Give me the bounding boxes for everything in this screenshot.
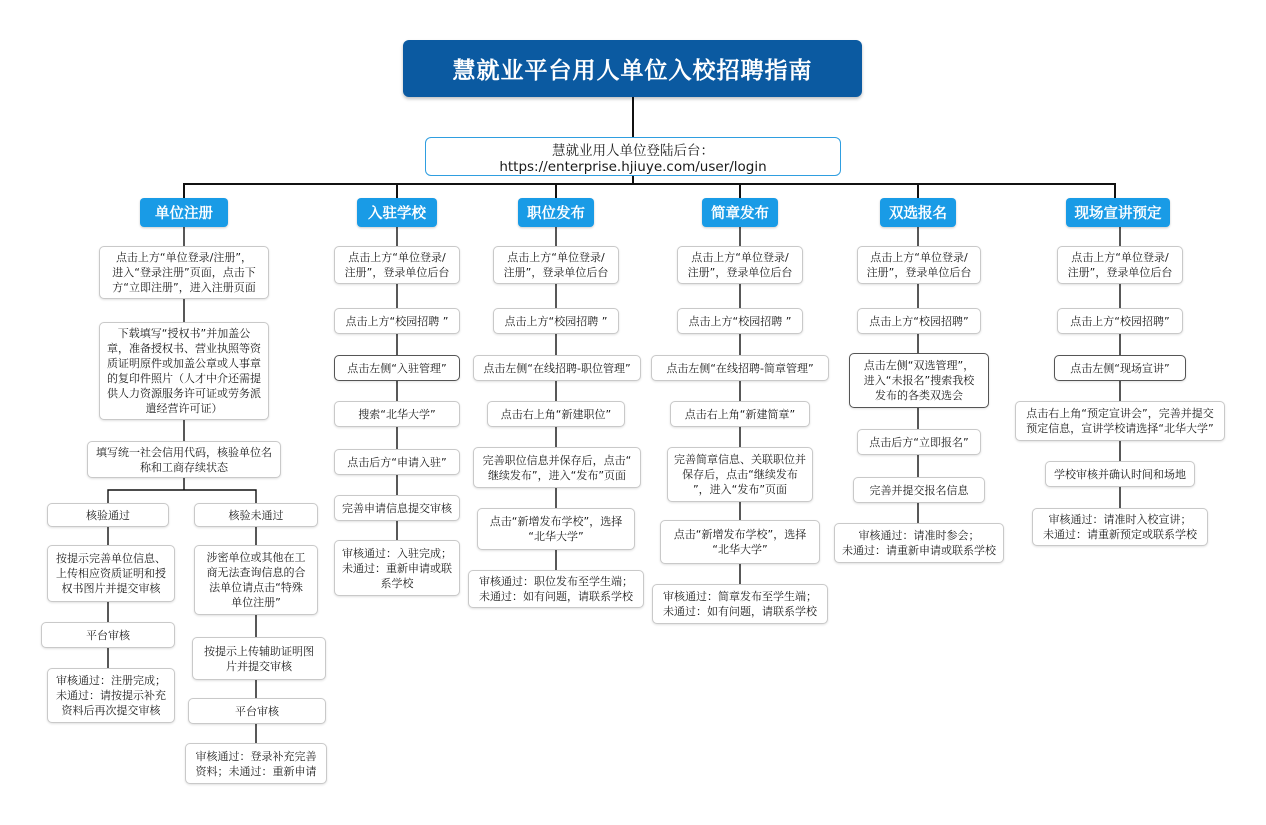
brochure-posting-step-1: 点击上方“单位登录/ 注册”，登录单位后台 bbox=[677, 246, 803, 284]
campus-talk-step-4: 点击右上角“预定宣讲会”，完善并提交 预定信息，宣讲学校请选择“北华大学” bbox=[1015, 401, 1225, 441]
branch-failed-step-4: 审核通过：登录补充完善 资料；未通过：重新申请 bbox=[185, 743, 327, 784]
job-fair-step-1: 点击上方“单位登录/ 注册”，登录单位后台 bbox=[857, 246, 981, 284]
column-header-registration: 单位注册 bbox=[140, 198, 228, 227]
school-entry-step-3: 点击左侧“入驻管理” bbox=[334, 355, 460, 381]
registration-step-2: 下载填写“授权书”并加盖公 章，准备授权书、营业执照等资 质证明原件或加盖公章或人事章 的复印件照片（人才中介还需提 供人力资源服务许可证或劳务派 遣经营许可证） bbox=[99, 322, 269, 420]
brochure-posting-step-2: 点击上方“校园招聘 ” bbox=[677, 308, 803, 334]
job-fair-step-3: 点击左侧“双选管理”， 进入“未报名”搜索我校 发布的各类双选会 bbox=[849, 353, 989, 408]
brochure-posting-step-6: 点击“新增发布学校”，选择 “北华大学” bbox=[660, 520, 820, 564]
branch-failed-label: 核验未通过 bbox=[194, 503, 318, 527]
job-fair-step-5: 完善并提交报名信息 bbox=[853, 477, 985, 503]
branch-failed-step-2: 按提示上传辅助证明图 片并提交审核 bbox=[192, 637, 326, 680]
brochure-posting-step-4: 点击右上角“新建简章” bbox=[670, 401, 810, 427]
column-header-job-fair-signup: 双选报名 bbox=[880, 198, 956, 227]
school-entry-step-1: 点击上方“单位登录/ 注册”，登录单位后台 bbox=[334, 246, 460, 284]
school-entry-step-4: 搜索“北华大学” bbox=[334, 401, 460, 427]
job-fair-step-6: 审核通过：请准时参会； 未通过：请重新申请或联系学校 bbox=[834, 523, 1004, 563]
job-fair-step-4: 点击后方“立即报名” bbox=[857, 429, 981, 455]
campus-talk-step-1: 点击上方“单位登录/ 注册”，登录单位后台 bbox=[1057, 246, 1183, 284]
login-url-box: 慧就业用人单位登陆后台：https://enterprise.hjiuye.com/user/login bbox=[425, 137, 841, 176]
school-entry-step-7: 审核通过：入驻完成； 未通过：重新申请或联 系学校 bbox=[334, 540, 460, 596]
diagram-title: 慧就业平台用人单位入校招聘指南 bbox=[403, 40, 862, 97]
brochure-posting-step-7: 审核通过：简章发布至学生端； 未通过：如有问题，请联系学校 bbox=[652, 584, 828, 624]
job-posting-step-4: 点击右上角“新建职位” bbox=[487, 401, 625, 427]
job-posting-step-6: 点击“新增发布学校”，选择 “北华大学” bbox=[477, 508, 635, 550]
branch-verified-step-1: 按提示完善单位信息、 上传相应资质证明和授 权书图片并提交审核 bbox=[47, 545, 175, 602]
school-entry-step-2: 点击上方“校园招聘 ” bbox=[334, 308, 460, 334]
campus-talk-step-6: 审核通过：请准时入校宣讲； 未通过：请重新预定或联系学校 bbox=[1032, 508, 1208, 546]
branch-verified-step-3: 审核通过：注册完成； 未通过：请按提示补充 资料后再次提交审核 bbox=[47, 668, 175, 723]
registration-step-1: 点击上方“单位登录/注册”， 进入“登录注册”页面，点击下 方“立即注册”，进入注册页面 bbox=[99, 246, 269, 299]
branch-failed-step-3: 平台审核 bbox=[188, 698, 326, 724]
school-entry-step-5: 点击后方“申请入驻” bbox=[334, 449, 460, 475]
job-posting-step-3: 点击左侧“在线招聘-职位管理” bbox=[473, 355, 641, 381]
school-entry-step-6: 完善申请信息提交审核 bbox=[334, 495, 460, 521]
campus-talk-step-2: 点击上方“校园招聘” bbox=[1057, 308, 1183, 334]
registration-step-3: 填写统一社会信用代码，核验单位名 称和工商存续状态 bbox=[87, 441, 281, 478]
job-posting-step-2: 点击上方“校园招聘 ” bbox=[493, 308, 619, 334]
brochure-posting-step-3: 点击左侧“在线招聘-简章管理” bbox=[651, 355, 829, 381]
column-header-brochure-posting: 简章发布 bbox=[702, 198, 778, 227]
brochure-posting-step-5: 完善简章信息、关联职位并 保存后，点击“继续发布 ”，进入“发布”页面 bbox=[667, 447, 813, 502]
column-header-job-posting: 职位发布 bbox=[518, 198, 594, 227]
job-fair-step-2: 点击上方“校园招聘” bbox=[857, 308, 981, 334]
job-posting-step-7: 审核通过：职位发布至学生端； 未通过：如有问题，请联系学校 bbox=[468, 570, 644, 608]
branch-verified-step-2: 平台审核 bbox=[41, 622, 175, 648]
column-header-campus-talk-booking: 现场宣讲预定 bbox=[1066, 198, 1170, 227]
branch-verified-label: 核验通过 bbox=[47, 503, 169, 527]
job-posting-step-1: 点击上方“单位登录/ 注册”，登录单位后台 bbox=[493, 246, 619, 284]
campus-talk-step-5: 学校审核并确认时间和场地 bbox=[1045, 461, 1195, 487]
column-header-school-entry: 入驻学校 bbox=[357, 198, 437, 227]
branch-failed-step-1: 涉密单位或其他在工 商无法查询信息的合 法单位请点击“特殊 单位注册” bbox=[194, 545, 318, 615]
campus-talk-step-3: 点击左侧“现场宣讲” bbox=[1054, 355, 1186, 381]
job-posting-step-5: 完善职位信息并保存后，点击“ 继续发布”，进入“发布”页面 bbox=[473, 447, 641, 488]
